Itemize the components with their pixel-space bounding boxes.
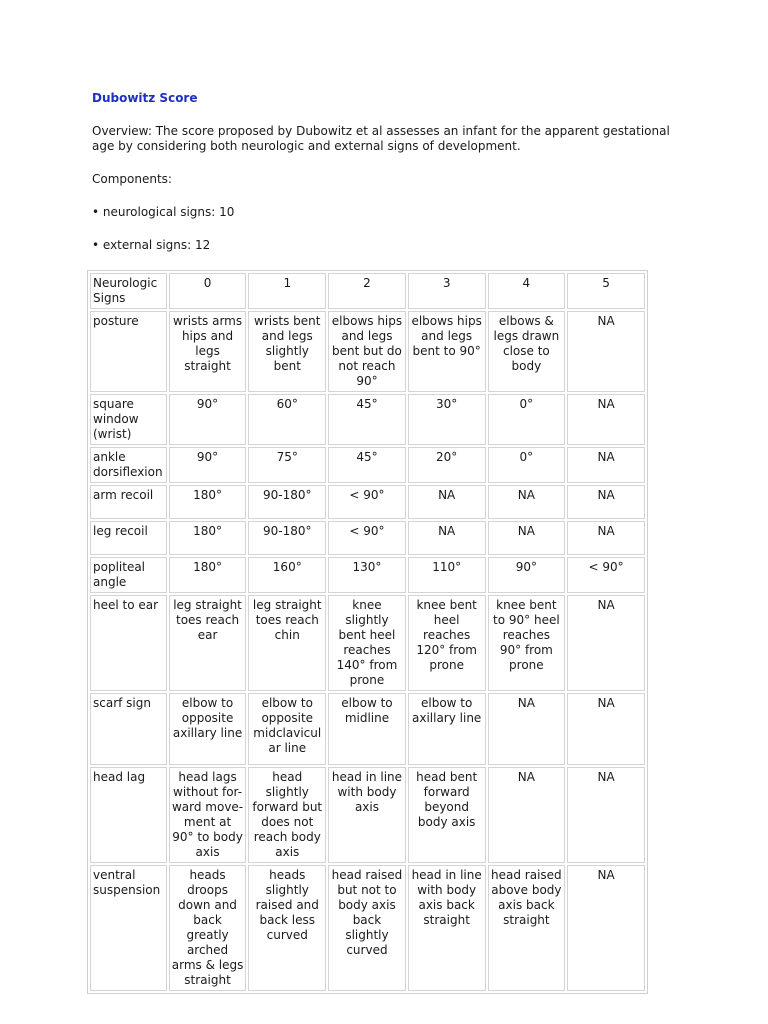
table-row [90, 557, 645, 593]
table-cell: head raised but not to body axis back slightly curved [328, 865, 406, 991]
table-cell: 0° [488, 394, 566, 445]
table-cell: < 90° [567, 557, 645, 593]
row-sign-label: heel to ear [90, 595, 167, 691]
table-cell: 20° [408, 447, 486, 483]
table-cell: 110° [408, 557, 486, 593]
table-cell: 180° [169, 485, 247, 519]
table-cell: heads slightly raised and back less curved [248, 865, 326, 991]
table-cell: 90° [169, 447, 247, 483]
table-row [90, 595, 645, 691]
table-cell: NA [567, 693, 645, 765]
table-cell: NA [408, 521, 486, 555]
table-cell: NA [567, 767, 645, 863]
table-row [90, 767, 645, 863]
table-cell: elbow to midline [328, 693, 406, 765]
table-cell: 90° [169, 394, 247, 445]
table-cell: head lags without for- ward move- ment at 90° to body axis [169, 767, 247, 863]
table-cell: NA [488, 485, 566, 519]
components-label: Components: [92, 172, 172, 186]
row-sign-label: popliteal angle [90, 557, 167, 593]
row-sign-label: scarf sign [90, 693, 167, 765]
table-header-cell: 1 [248, 273, 326, 309]
table-cell: knee slightly bent heel reaches 140° from prone [328, 595, 406, 691]
table-row [90, 485, 645, 519]
table-cell: 60° [248, 394, 326, 445]
table-header-cell: 5 [567, 273, 645, 309]
table-header-cell: Neurologic Signs [90, 273, 167, 309]
row-sign-label: ankle dorsiflexion [90, 447, 167, 483]
table-cell: NA [488, 521, 566, 555]
table-cell: NA [408, 485, 486, 519]
table-cell: leg straight toes reach ear [169, 595, 247, 691]
table-cell: 130° [328, 557, 406, 593]
table-cell: 180° [169, 557, 247, 593]
row-sign-label: ventral suspension [90, 865, 167, 991]
table-cell: head raised above body axis back straight [488, 865, 566, 991]
table-cell: elbows & legs drawn close to body [488, 311, 566, 392]
table-cell: 160° [248, 557, 326, 593]
table-row [90, 447, 645, 483]
component-item-external: • external signs: 12 [92, 238, 211, 252]
table-cell: wrists arms hips and legs straight [169, 311, 247, 392]
table-cell: leg straight toes reach chin [248, 595, 326, 691]
table-cell: NA [567, 394, 645, 445]
row-sign-label: square window (wrist) [90, 394, 167, 445]
table-row [90, 311, 645, 392]
row-sign-label: arm recoil [90, 485, 167, 519]
table-cell: 90° [488, 557, 566, 593]
row-sign-label: leg recoil [90, 521, 167, 555]
table-row [90, 693, 645, 765]
table-cell: 45° [328, 394, 406, 445]
page-title: Dubowitz Score [92, 91, 198, 105]
component-item-neurological: • neurological signs: 10 [92, 205, 235, 219]
table-cell: 180° [169, 521, 247, 555]
table-cell: elbow to opposite midclavicular line [248, 693, 326, 765]
row-sign-label: head lag [90, 767, 167, 863]
table-cell: wrists bent and legs slightly bent [248, 311, 326, 392]
table-cell: 45° [328, 447, 406, 483]
table-cell: knee bent heel reaches 120° from prone [408, 595, 486, 691]
table-cell: heads droops down and back greatly arched arms & legs straight [169, 865, 247, 991]
table-cell: elbows hips and legs bent to 90° [408, 311, 486, 392]
table-cell: head bent forward beyond body axis [408, 767, 486, 863]
table-cell: knee bent to 90° heel reaches 90° from prone [488, 595, 566, 691]
table-cell: head in line with body axis [328, 767, 406, 863]
table-cell: head in line with body axis back straight [408, 865, 486, 991]
table-cell: < 90° [328, 521, 406, 555]
table-row [90, 521, 645, 555]
table-cell: < 90° [328, 485, 406, 519]
table-cell: 90-180° [248, 485, 326, 519]
table-cell: NA [567, 447, 645, 483]
table-cell: NA [567, 485, 645, 519]
table-cell: 75° [248, 447, 326, 483]
table-cell: NA [567, 865, 645, 991]
table-cell: elbows hips and legs bent but do not reach 90° [328, 311, 406, 392]
table-cell: NA [488, 693, 566, 765]
table-cell: NA [567, 521, 645, 555]
table-cell: NA [567, 311, 645, 392]
table-header-cell: 0 [169, 273, 247, 309]
table-header-cell: 2 [328, 273, 406, 309]
table-cell: elbow to opposite axillary line [169, 693, 247, 765]
table-cell: NA [488, 767, 566, 863]
table-header-cell: 3 [408, 273, 486, 309]
table-row [90, 865, 645, 991]
table-header-row [90, 273, 645, 309]
table-cell: elbow to axillary line [408, 693, 486, 765]
row-sign-label: posture [90, 311, 167, 392]
table-cell: NA [567, 595, 645, 691]
overview-paragraph: Overview: The score proposed by Dubowitz et al assesses an infant for the apparent gestational age by considering both neurologic and external signs of development. [92, 124, 670, 153]
table-cell: 0° [488, 447, 566, 483]
table-header-cell: 4 [488, 273, 566, 309]
table-row [90, 394, 645, 445]
table-cell: 30° [408, 394, 486, 445]
table-cell: head slightly forward but does not reach body axis [248, 767, 326, 863]
dubowitz-score-table [87, 270, 648, 994]
table-cell: 90-180° [248, 521, 326, 555]
